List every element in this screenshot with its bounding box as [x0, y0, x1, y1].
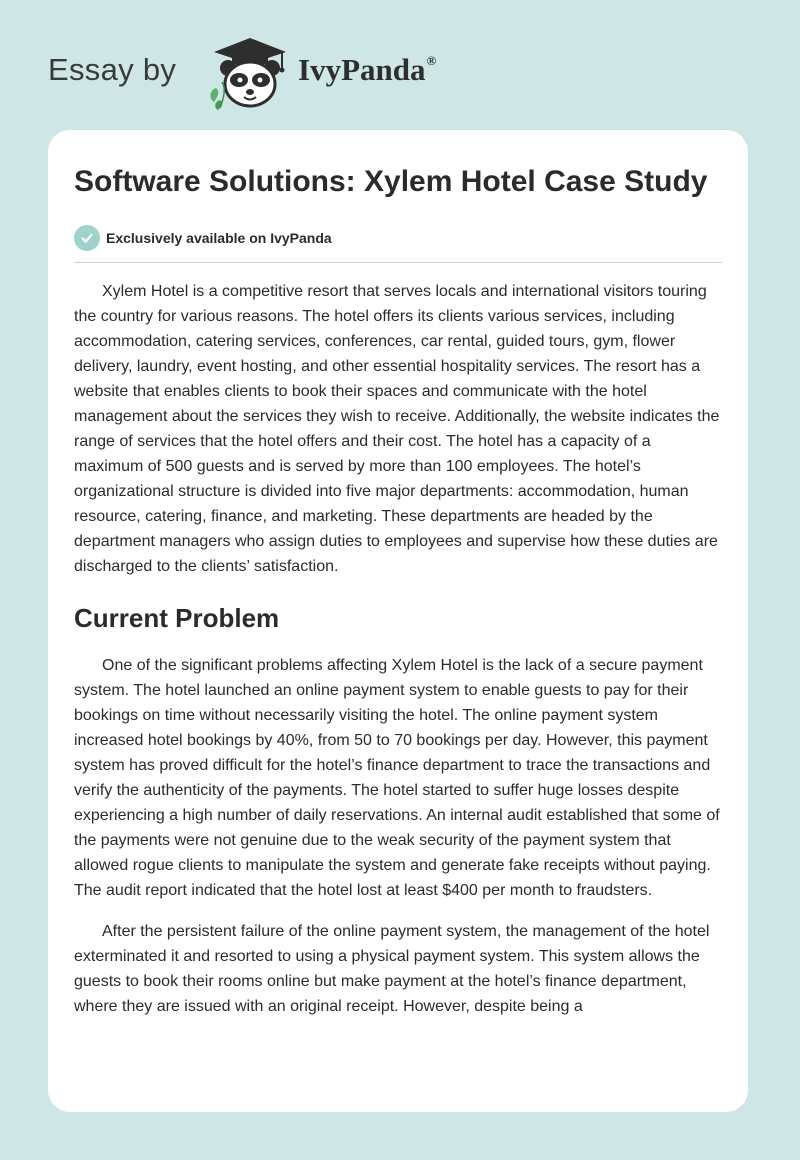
ivypanda-logo-icon[interactable]	[202, 30, 294, 110]
brand-name[interactable]	[298, 52, 436, 88]
article-card	[48, 130, 748, 1112]
check-icon	[74, 225, 100, 251]
essay-by-label: Essay by	[48, 52, 177, 87]
exclusive-badge	[74, 224, 722, 252]
paragraph-followup: After the persistent failure of the online payment system, the management of the hotel exterminated it and resorted to using a physical payment system. This system allows the guests to book their rooms online but make payment at the hotel’s finance department, where they are issued with an original receipt. However, despite being a	[74, 923, 710, 1015]
site-header	[48, 30, 508, 110]
paragraph-problem: One of the significant problems affecting Xylem Hotel is the lack of a secure payment system. The hotel launched an online payment system to enable guests to pay for their bookings on time without necessarily visiting the hotel. The online payment system increased hotel bookings by 40%, from 50 to 70 bookings per day. However, this payment system has proved difficult for the hotel’s finance department to trace the transactions and verify the authenticity of the payments. The hotel started to suffer huge losses despite experiencing a high number of daily reservations. An internal audit established that some of the payments were not genuine due to the weak security of the payment system that allowed rogue clients to manipulate the system and generate fake receipts without paying. The audit report indicated that the hotel lost at least $400 per month to fraudsters.	[74, 657, 720, 899]
brand-name-text: IvyPanda	[298, 52, 426, 87]
article-title: Software Solutions: Xylem Hotel Case Study	[74, 165, 708, 198]
exclusive-label: Exclusively available on IvyPanda	[106, 230, 332, 246]
section-heading-current-problem: Current Problem	[74, 603, 280, 633]
paragraph-intro: Xylem Hotel is a competitive resort that serves locals and international visitors touring the country for various reasons. The hotel offers its clients various services, including accommodation, catering services, conferences, car rental, guided tours, gym, flower delivery, laundry, event hosting, and other essential hospitality services. The resort has a website that enables clients to book their spaces and communicate with the hotel management about the services they wish to receive. Additionally, the website indicates the range of services that the hotel offers and their cost. The hotel has a capacity of a maximum of 500 guests and is served by more than 100 employees. The hotel’s organizational structure is divided into five major departments: accommodation, human resource, catering, finance, and marketing. These departments are headed by the department managers who assign duties to employees and supervise how these duties are discharged to the clients’ satisfaction.	[74, 283, 720, 575]
registered-mark: ®	[426, 52, 437, 68]
article-content	[74, 162, 722, 1019]
divider	[74, 262, 722, 263]
